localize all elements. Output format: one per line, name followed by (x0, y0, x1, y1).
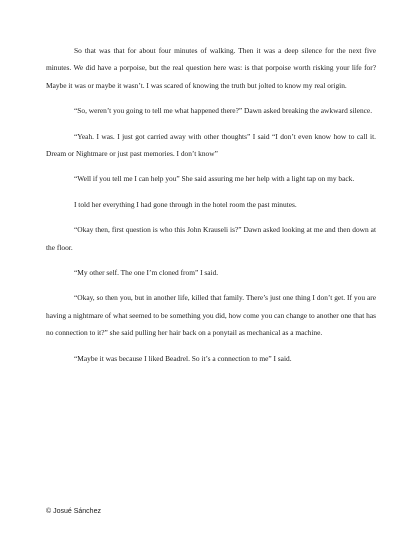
paragraph-3: “Yeah. I was. I just got carried away with other thoughts” I said “I don’t even know how to call it. Dream or Nightmare or just past memories. I don’t know” (46, 131, 376, 159)
body-text (46, 42, 376, 375)
paragraph-5: I told her everything I had gone through in the hotel room the past minutes. (74, 199, 297, 209)
paragraph-9: “Maybe it was because I liked Beadrel. So it’s a connection to me” I said. (74, 353, 292, 363)
paragraph-7: “My other self. The one I’m cloned from” I said. (74, 268, 219, 278)
paragraph-1: So that was that for about four minutes of walking. Then it was a deep silence for the next five minutes. We did have a porpoise, but the real question here was: is that porpoise worth risking your life for? Maybe it was or maybe it wasn’t. I was scared of knowing the truth but jolted to know my real origin. (46, 46, 376, 90)
paragraph-8: “Okay, so then you, but in another life, killed that family. There’s just one thing I don’t get. If you are having a nightmare of what seemed to be something you did, how come you can change to another one that has no connection to it?” she said pulling her hair back on a ponytail as mechanical as a machine. (46, 293, 376, 338)
paragraph-2: “So, weren’t you going to tell me what happened there?” Dawn asked breaking the awkward silence. (74, 106, 373, 116)
paragraph-4: “Well if you tell me I can help you” She said assuring me her help with a light tap on my back. (74, 174, 355, 184)
copyright-footer: © Josué Sánchez (46, 508, 101, 515)
paragraph-6: “Okay then, first question is who this John Krauseli is?” Dawn asked looking at me and then down at the floor. (46, 225, 376, 252)
